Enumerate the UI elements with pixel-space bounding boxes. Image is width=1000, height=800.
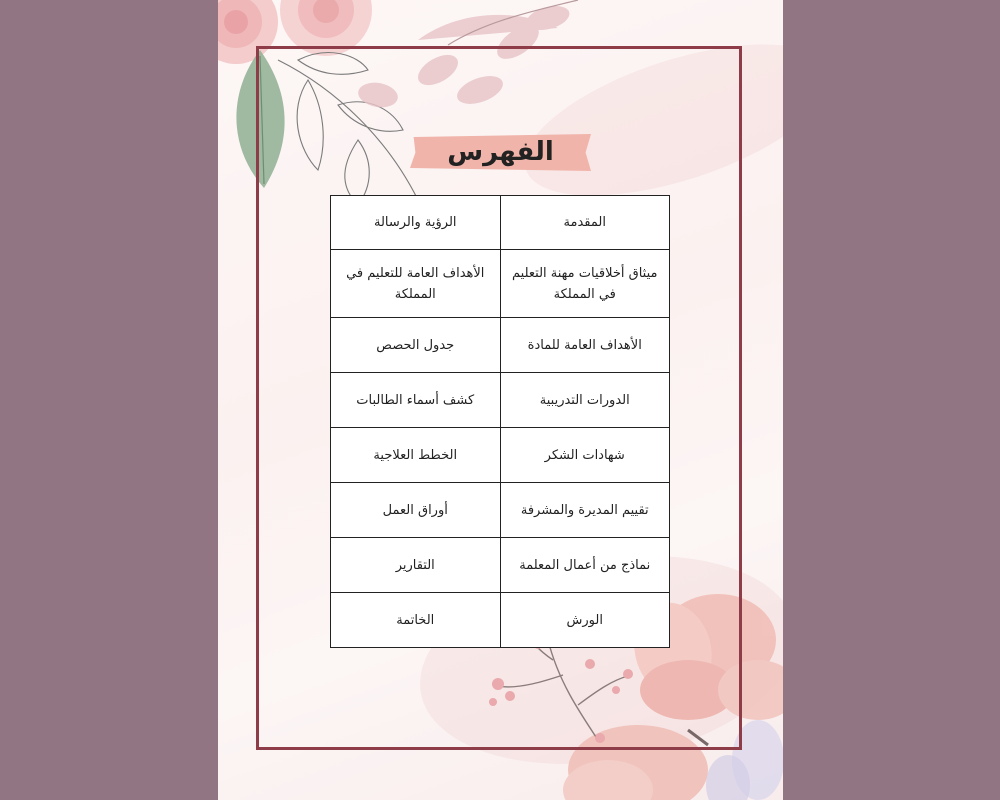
table-row (331, 428, 670, 483)
toc-entry-left: الخاتمة (331, 593, 501, 648)
toc-entry-right: شهادات الشكر (500, 428, 670, 483)
toc-entry-left: الأهداف العامة للتعليم في المملكة (331, 250, 501, 318)
toc-entry-right: الدورات التدريبية (500, 373, 670, 428)
toc-entry-left: الرؤية والرسالة (331, 196, 501, 250)
table-row (331, 196, 670, 250)
toc-entry-left: كشف أسماء الطالبات (331, 373, 501, 428)
table-row (331, 483, 670, 538)
toc-entry-right: الورش (500, 593, 670, 648)
toc-entry-left: أوراق العمل (331, 483, 501, 538)
toc-entry-left: الخطط العلاجية (331, 428, 501, 483)
toc-entry-right: ميثاق أخلاقيات مهنة التعليم في المملكة (500, 250, 670, 318)
toc-entry-right: المقدمة (500, 196, 670, 250)
table-row (331, 538, 670, 593)
toc-entry-right: الأهداف العامة للمادة (500, 318, 670, 373)
toc-entry-left: جدول الحصص (331, 318, 501, 373)
toc-entry-right: نماذج من أعمال المعلمة (500, 538, 670, 593)
table-of-contents (330, 195, 670, 648)
document-page (218, 0, 783, 800)
toc-entry-left: التقارير (331, 538, 501, 593)
table-row (331, 318, 670, 373)
page-title: الفهرس (447, 137, 554, 167)
table-row (331, 593, 670, 648)
toc-entry-right: تقييم المديرة والمشرفة (500, 483, 670, 538)
table-row (331, 250, 670, 318)
table-row (331, 373, 670, 428)
